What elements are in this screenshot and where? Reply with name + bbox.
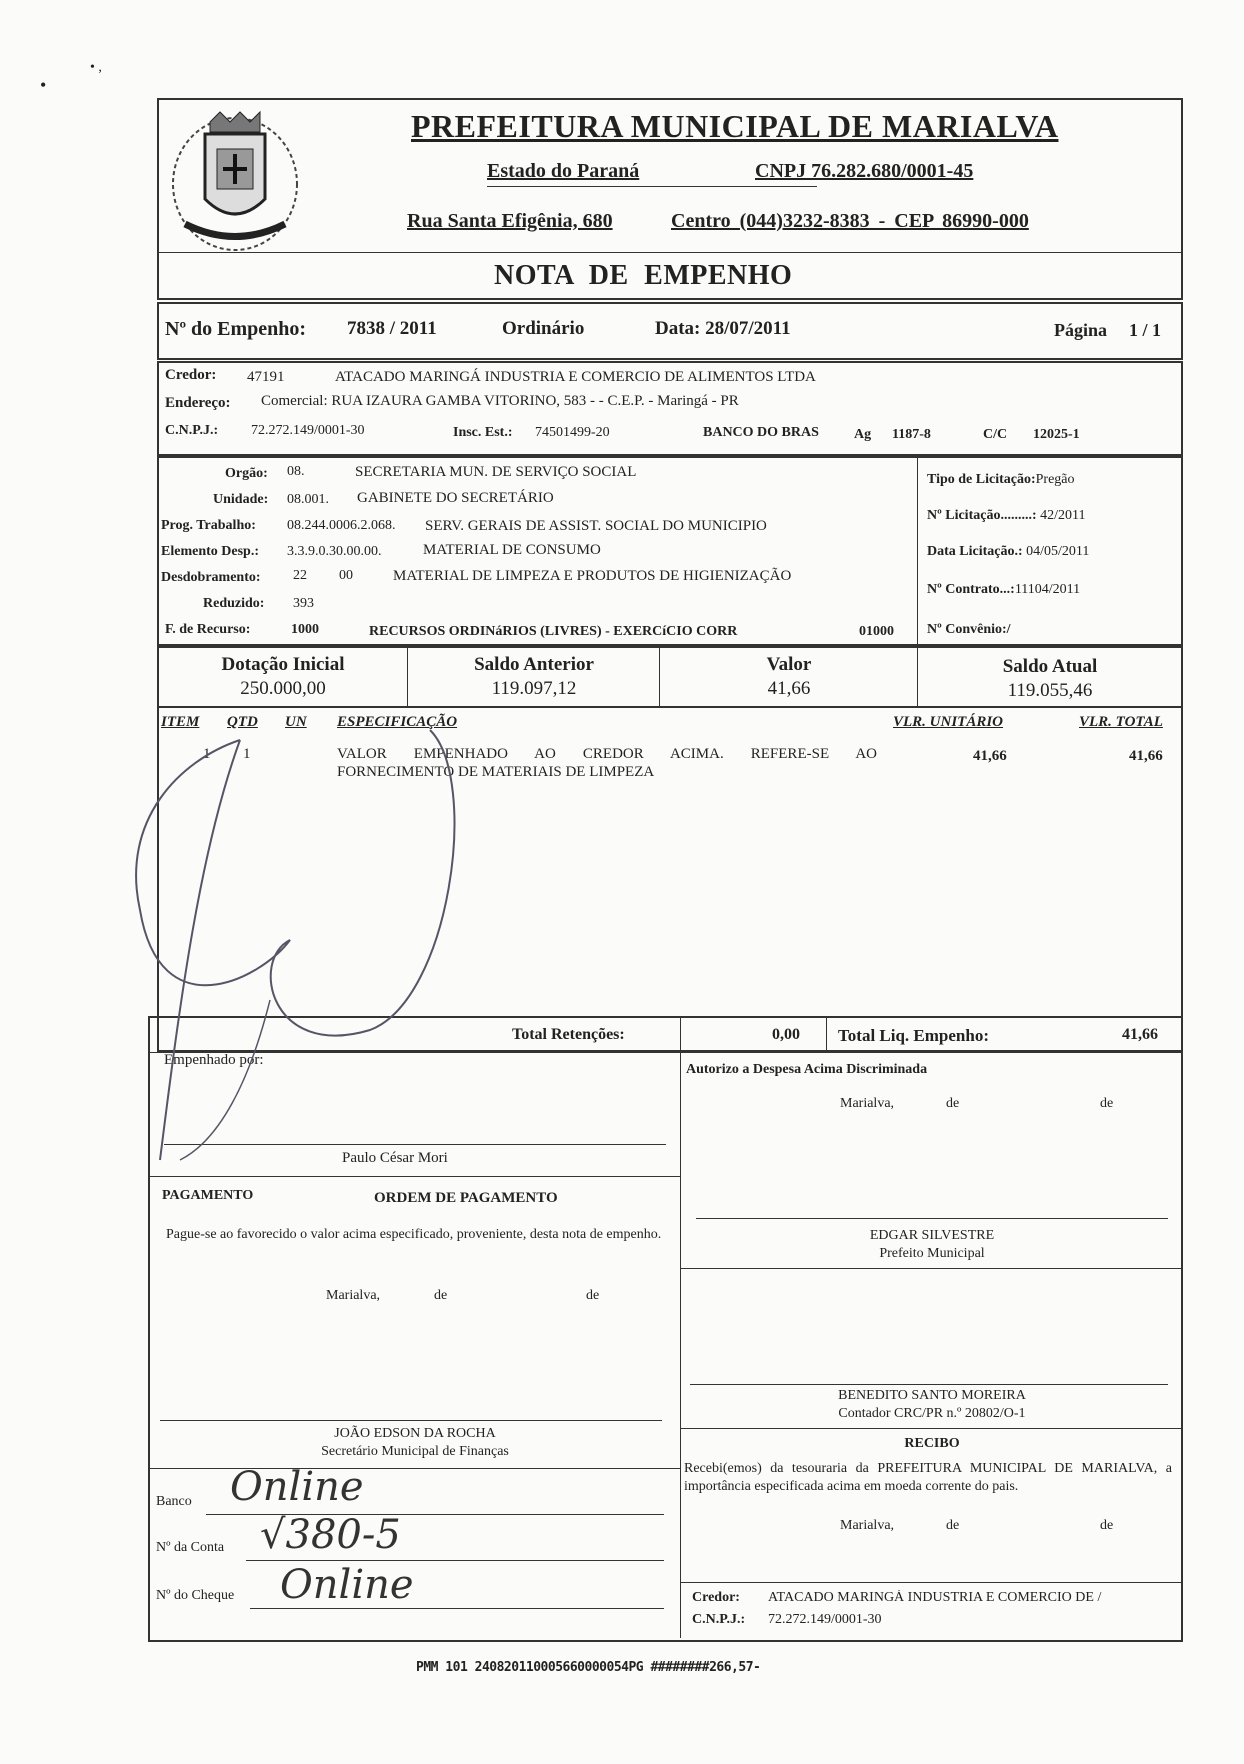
unidade-name: GABINETE DO SECRETÁRIO — [357, 490, 554, 506]
empenho-row — [157, 302, 1183, 360]
credor-code: 47191 — [247, 369, 285, 385]
recibo-title: RECIBO — [904, 1436, 960, 1451]
desdobramento-code2: 00 — [339, 568, 353, 583]
col-vlr-unitario: VLR. UNITÁRIO — [893, 714, 1004, 730]
num-contrato: Nº Contrato...:11104/2011 — [927, 582, 1081, 597]
item-spec-line2: FORNECIMENTO DE MATERIAIS DE LIMPEZA — [337, 764, 655, 780]
page-title: PREFEITURA MUNICIPAL DE MARIALVA — [411, 108, 1059, 144]
saldo-anterior-value: 119.097,12 — [491, 678, 577, 699]
recurso-name: RECURSOS ORDINáRIOS (LIVRES) - EXERCíCIO CORR — [369, 624, 738, 639]
recurso-code2: 01000 — [859, 624, 894, 639]
conta-label: Nº da Conta — [156, 1540, 225, 1555]
col-item: ITEM — [161, 714, 200, 730]
empenhado-label: Empenhado por: — [164, 1052, 264, 1068]
insc-label: Insc. Est.: — [453, 425, 513, 440]
address-label: Endereço: — [165, 395, 231, 411]
empenho-type: Ordinário — [502, 318, 585, 339]
recibo-de1: de — [946, 1518, 960, 1533]
page-label: Página — [1054, 320, 1108, 340]
recurso-label: F. de Recurso: — [165, 622, 251, 637]
bank-name: BANCO DO BRAS — [703, 425, 819, 440]
recurso-code: 1000 — [291, 622, 319, 637]
recibo-de2: de — [1100, 1518, 1114, 1533]
empenhado-name: Paulo César Mori — [342, 1150, 448, 1166]
item-number: 1 — [203, 746, 211, 762]
total-liquido-label: Total Liq. Empenho: — [838, 1026, 989, 1045]
elemento-code: 3.3.9.0.30.00.00. — [287, 544, 382, 559]
unidade-label: Unidade: — [213, 492, 269, 507]
num-licitacao: Nº Licitação.........: 42/2011 — [927, 508, 1086, 523]
credor-box — [157, 361, 1183, 456]
desdobramento-label: Desdobramento: — [161, 570, 261, 585]
total-liquido-value: 41,66 — [1122, 1026, 1158, 1043]
state-label: Estado do Paraná — [487, 160, 640, 182]
handwritten-signature — [120, 700, 460, 1170]
header-box — [157, 98, 1183, 300]
reduzido-label: Reduzido: — [203, 596, 265, 611]
document-title: NOTA DE EMPENHO — [494, 260, 793, 291]
scan-speck: • — [40, 75, 47, 95]
cc-label: C/C — [983, 427, 1008, 442]
credor-address: Comercial: RUA IZAURA GAMBA VITORINO, 583 - - C.E.P. - Maringá - PR — [261, 393, 739, 409]
recibo-credor-label: Credor: — [692, 1590, 740, 1605]
cheque-handwritten: Online — [280, 1562, 414, 1608]
contador-role: Contador CRC/PR n.º 20802/O-1 — [838, 1406, 1026, 1421]
retencoes-value: 0,00 — [772, 1026, 800, 1043]
credor-cnpj: 72.272.149/0001-30 — [251, 423, 365, 438]
contador-name: BENEDITO SANTO MOREIRA — [838, 1388, 1026, 1403]
empenho-number: 7838 / 2011 — [347, 318, 437, 339]
address-rest: Centro (044)3232-8383 - CEP 86990-000 — [671, 210, 1029, 232]
ordem-pagamento-title: ORDEM DE PAGAMENTO — [374, 1190, 558, 1206]
pagamento-de2: de — [586, 1288, 600, 1303]
pagamento-text: Pague-se ao favorecido o valor acima especificado, proveniente, desta nota de empenho. — [166, 1227, 662, 1242]
tipo-licitacao: Tipo de Licitação:Pregão — [927, 472, 1075, 487]
item-vlr-unitario: 41,66 — [973, 748, 1007, 764]
pagamento-de1: de — [434, 1288, 448, 1303]
banco-label: Banco — [156, 1494, 192, 1509]
retencoes-label: Total Retenções: — [512, 1026, 625, 1043]
budget-box — [157, 456, 1183, 646]
autorizo-de1: de — [946, 1096, 960, 1111]
page-number: 1 / 1 — [1129, 320, 1162, 340]
empenho-number-label: Nº do Empenho: — [165, 318, 307, 340]
col-especificacao: ESPECIFICAÇÃO — [337, 714, 458, 730]
pagamento-label: PAGAMENTO — [162, 1188, 254, 1203]
secretario-name: JOÃO EDSON DA ROCHA — [334, 1426, 496, 1441]
scan-speck: • , — [90, 60, 102, 75]
totals-row — [157, 646, 1183, 708]
prefeito-name: EDGAR SILVESTRE — [869, 1228, 995, 1243]
coat-of-arms-icon — [165, 104, 305, 254]
col-vlr-total: VLR. TOTAL — [1079, 714, 1163, 730]
item-spec-line1: VALOR EMPENHADO AO CREDOR ACIMA. REFERE-SE AO — [337, 746, 877, 762]
ag-value: 1187-8 — [892, 427, 931, 442]
address-street: Rua Santa Efigênia, 680 — [407, 210, 613, 232]
saldo-atual-value: 119.055,46 — [1007, 680, 1093, 701]
prog-code: 08.244.0006.2.068. — [287, 518, 396, 533]
reduzido-value: 393 — [293, 596, 314, 611]
autorizo-label: Autorizo a Despesa Acima Discriminada — [686, 1062, 928, 1077]
cheque-label: Nº do Cheque — [156, 1588, 235, 1603]
dotacao-value: 250.000,00 — [240, 678, 326, 699]
cc-value: 12025-1 — [1033, 427, 1080, 442]
valor-value: 41,66 — [767, 678, 811, 699]
elemento-name: MATERIAL DE CONSUMO — [423, 542, 601, 558]
autorizo-de2: de — [1100, 1096, 1114, 1111]
insc-value: 74501499-20 — [535, 425, 610, 440]
orgao-code: 08. — [287, 464, 305, 479]
credor-name: ATACADO MARINGÁ INDUSTRIA E COMERCIO DE ALIMENTOS LTDA — [335, 369, 816, 385]
conta-handwritten: √380-5 — [260, 1512, 401, 1558]
autorizo-place: Marialva, — [840, 1096, 895, 1111]
col-un: UN — [285, 714, 307, 730]
valor-label: Valor — [766, 654, 812, 675]
unidade-code: 08.001. — [287, 492, 329, 507]
ag-label: Ag — [854, 427, 872, 442]
num-convenio: Nº Convênio:/ — [927, 622, 1011, 637]
saldo-atual-label: Saldo Atual — [1002, 656, 1098, 677]
prog-label: Prog. Trabalho: — [161, 518, 256, 533]
recibo-cnpj-label: C.N.P.J.: — [692, 1612, 746, 1627]
recibo-credor-name: ATACADO MARINGÁ INDUSTRIA E COMERCIO DE / — [768, 1590, 1102, 1605]
desdobramento-name: MATERIAL DE LIMPEZA E PRODUTOS DE HIGIENIZAÇÃO — [393, 568, 792, 584]
dotacao-label: Dotação Inicial — [221, 654, 345, 675]
recibo-place: Marialva, — [840, 1518, 895, 1533]
orgao-label: Orgão: — [225, 466, 268, 481]
footer-barcode-text: PMM 101 240820110005660000054PG ########266,57- — [416, 1660, 761, 1675]
recibo-text: Recebi(emos) da tesouraria da PREFEITURA MUNICIPAL DE MARIALVA, a importância especificada acima em moeda corrente do pais. — [684, 1461, 1172, 1494]
item-vlr-total: 41,66 — [1129, 748, 1163, 764]
item-qtd: 1 — [243, 746, 251, 762]
col-qtd: QTD — [227, 714, 258, 730]
empenho-date: Data: 28/07/2011 — [655, 318, 791, 339]
pagamento-place: Marialva, — [326, 1288, 381, 1303]
prefeito-role: Prefeito Municipal — [879, 1246, 985, 1261]
recibo-cnpj: 72.272.149/0001-30 — [768, 1612, 882, 1627]
data-licitacao: Data Licitação.: 04/05/2011 — [927, 544, 1090, 559]
prog-name: SERV. GERAIS DE ASSIST. SOCIAL DO MUNICIPIO — [425, 518, 767, 534]
secretario-role: Secretário Municipal de Finanças — [321, 1444, 509, 1459]
desdobramento-code1: 22 — [293, 568, 307, 583]
saldo-anterior-label: Saldo Anterior — [474, 654, 594, 675]
elemento-label: Elemento Desp.: — [161, 544, 259, 559]
credor-label: Credor: — [165, 367, 217, 383]
cnpj-label: C.N.P.J.: — [165, 423, 219, 438]
header-cnpj: CNPJ 76.282.680/0001-45 — [755, 160, 974, 182]
orgao-name: SECRETARIA MUN. DE SERVIÇO SOCIAL — [355, 464, 637, 480]
banco-handwritten: Online — [230, 1464, 364, 1510]
